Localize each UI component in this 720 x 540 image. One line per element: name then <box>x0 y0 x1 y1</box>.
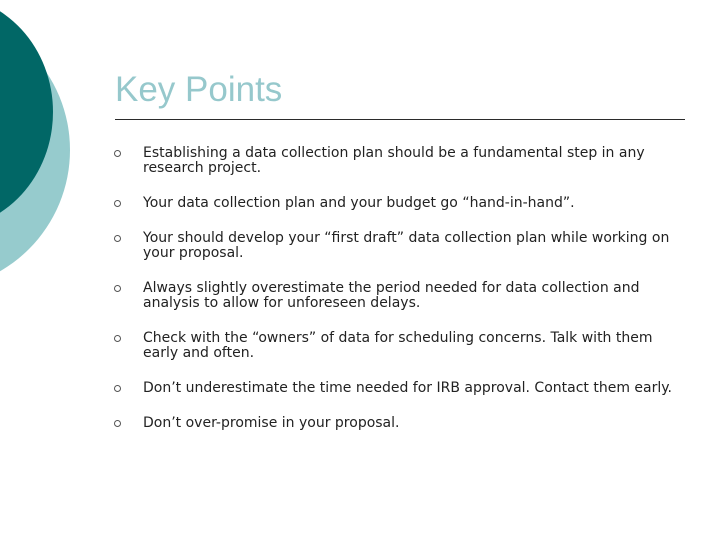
bullet-item <box>112 381 682 396</box>
bullet-text: Establishing a data collection plan should be a fundamental step in any research project. <box>143 145 645 176</box>
bullet-item <box>112 416 682 431</box>
bullet-item <box>112 146 682 176</box>
title-divider <box>115 119 685 120</box>
slide-title: Key Points <box>115 70 283 109</box>
bullet-item <box>112 196 682 211</box>
bullet-item <box>112 231 682 261</box>
bullet-item <box>112 281 682 311</box>
bullet-text: Your data collection plan and your budget go “hand-in-hand”. <box>143 195 575 211</box>
hollow-circle-bullet-icon <box>114 150 121 157</box>
hollow-circle-bullet-icon <box>114 285 121 292</box>
bullet-text: Your should develop your “first draft” data collection plan while working on your proposal. <box>143 230 670 261</box>
bullet-text: Don’t underestimate the time needed for IRB approval. Contact them early. <box>143 380 672 396</box>
hollow-circle-bullet-icon <box>114 200 121 207</box>
bullet-text: Check with the “owners” of data for scheduling concerns. Talk with them early and often. <box>143 330 653 361</box>
hollow-circle-bullet-icon <box>114 385 121 392</box>
bullet-text: Always slightly overestimate the period needed for data collection and analysis to allow for unforeseen delays. <box>143 280 640 311</box>
bullet-list <box>112 146 682 451</box>
hollow-circle-bullet-icon <box>114 420 121 427</box>
hollow-circle-bullet-icon <box>114 235 121 242</box>
hollow-circle-bullet-icon <box>114 335 121 342</box>
bullet-item <box>112 331 682 361</box>
bullet-text: Don’t over-promise in your proposal. <box>143 415 400 431</box>
